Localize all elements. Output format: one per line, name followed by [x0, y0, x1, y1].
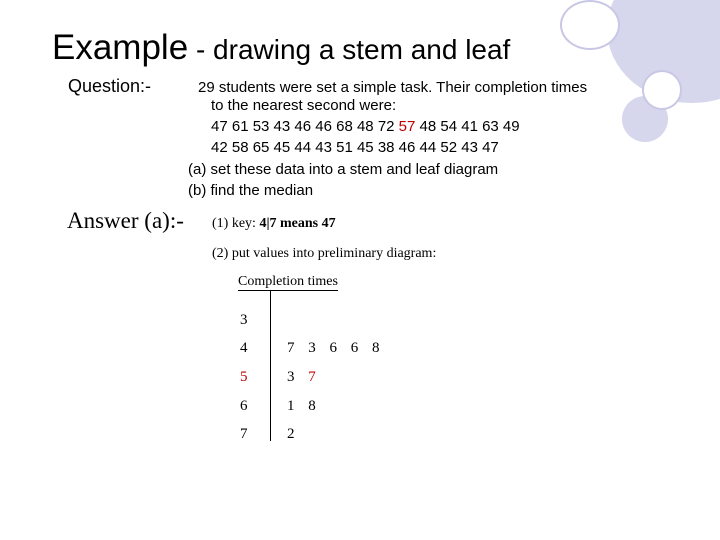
title-main: Example [52, 28, 189, 67]
stem-divider [270, 291, 271, 441]
key-text: 4|7 means 47 [259, 216, 336, 231]
stem-4: 4 [240, 340, 248, 356]
page-title [52, 28, 510, 68]
leaves-7: 2 [287, 426, 300, 442]
question-line-1: 29 students were set a simple task. Their completion times [198, 79, 588, 96]
stem-5: 5 [240, 369, 248, 385]
question-line-2: to the nearest second were: [211, 97, 397, 114]
question-part-a: (a) set these data into a stem and leaf diagram [188, 161, 499, 178]
decorative-circle-ring [560, 0, 620, 50]
step-1 [212, 216, 336, 232]
diagram-title: Completion times [238, 274, 338, 289]
data-values-b: 48 54 41 63 49 [415, 118, 520, 135]
step-1-prefix: (1) key: [212, 216, 260, 231]
leaves-4: 7 3 6 6 8 [287, 340, 385, 356]
leaves-5-new: 7 [308, 369, 321, 385]
leaves-5 [287, 369, 321, 386]
stem-6: 6 [240, 398, 248, 414]
data-values-a: 47 61 53 43 46 46 68 48 72 [211, 118, 399, 135]
step-2: (2) put values into preliminary diagram: [212, 246, 437, 261]
decorative-circle-ring-small [642, 70, 682, 110]
question-part-b: (b) find the median [188, 182, 314, 199]
title-sub: - drawing a stem and leaf [188, 34, 511, 65]
stem-7: 7 [240, 426, 248, 442]
question-line-3 [211, 118, 520, 135]
highlighted-value: 57 [398, 118, 416, 135]
stem-3: 3 [240, 312, 248, 328]
answer-label: Answer (a):- [67, 208, 184, 233]
leaves-5-existing: 3 [287, 369, 309, 385]
question-label: Question:- [68, 76, 152, 96]
question-line-4: 42 58 65 45 44 43 51 45 38 46 44 52 43 47 [211, 139, 499, 156]
leaves-6: 1 8 [287, 398, 321, 414]
